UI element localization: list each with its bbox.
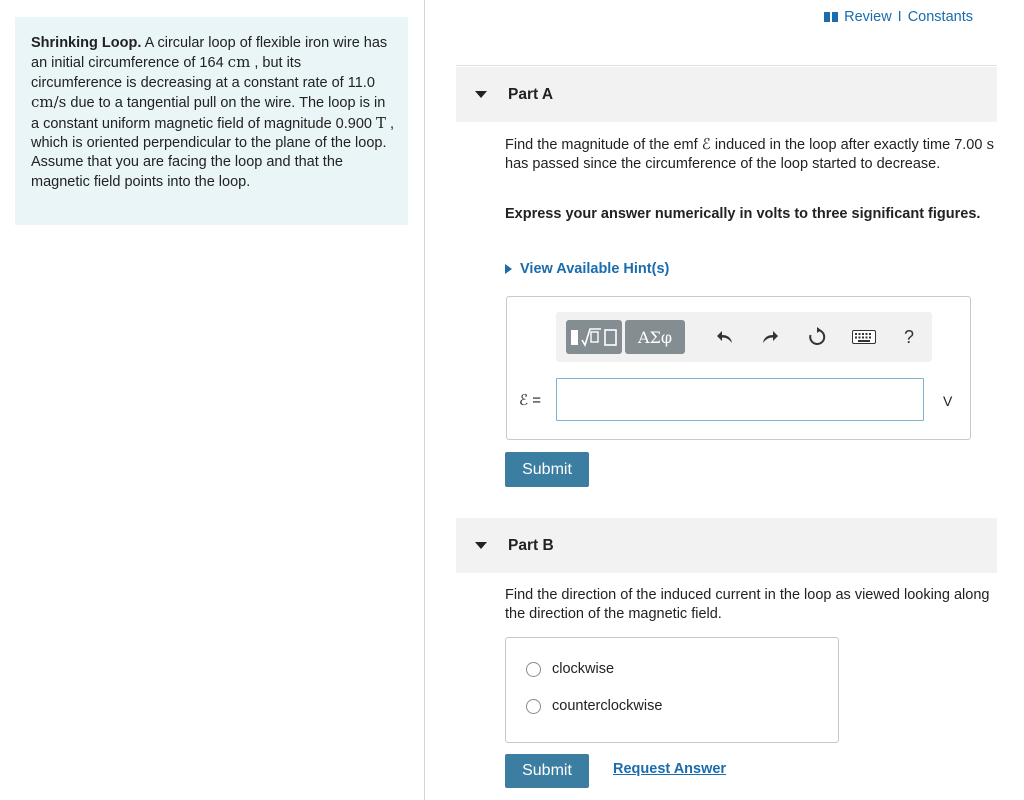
column-divider bbox=[424, 0, 425, 800]
option-label: counterclockwise bbox=[552, 698, 663, 714]
part-b-question: Find the direction of the induced current in the loop as viewed looking along the direction of the magnetic field. bbox=[505, 587, 990, 623]
expand-triangle-icon bbox=[505, 264, 512, 274]
problem-text-1: A circular loop of flexible iron wire has an initial circumference of 164 bbox=[31, 35, 388, 72]
part-a-question-1: Find the magnitude of the emf bbox=[505, 137, 698, 153]
request-answer-link[interactable]: Request Answer bbox=[613, 761, 727, 777]
view-hints-link[interactable] bbox=[505, 261, 669, 277]
math-toolbar bbox=[556, 312, 932, 362]
part-a-question-3: has passed since the circumference of the loop started to decrease. bbox=[505, 156, 941, 173]
choices-box bbox=[505, 637, 839, 743]
unit-tesla: T bbox=[376, 113, 387, 132]
link-separator: I bbox=[897, 9, 902, 25]
problem-text-3: due to a tangential pull on the wire. The loop is in a constant uniform magnetic field of magnitude 0.900 bbox=[31, 95, 386, 132]
collapse-triangle-icon[interactable] bbox=[475, 91, 487, 98]
top-divider bbox=[456, 65, 997, 66]
option-label: clockwise bbox=[552, 661, 615, 677]
part-a-question-2: induced in the loop after exactly time 7.00 bbox=[714, 137, 983, 153]
collapse-triangle-icon[interactable] bbox=[475, 542, 487, 549]
redo-icon[interactable] bbox=[757, 324, 783, 350]
constants-link[interactable]: Constants bbox=[907, 9, 973, 25]
templates-icon bbox=[568, 324, 620, 350]
emf-answer-input[interactable] bbox=[556, 378, 924, 421]
templates-button[interactable] bbox=[566, 320, 622, 354]
part-b-submit-button[interactable]: Submit bbox=[505, 754, 589, 788]
radio-button[interactable] bbox=[526, 662, 541, 677]
part-a-instruction: Express your answer numerically in volts to three significant figures. bbox=[505, 206, 981, 222]
part-a-question bbox=[505, 135, 1000, 175]
emf-label: ℰ = bbox=[519, 392, 542, 409]
option-clockwise[interactable] bbox=[526, 661, 614, 677]
problem-panel bbox=[15, 17, 408, 225]
keyboard-icon[interactable] bbox=[849, 324, 879, 350]
greek-symbols-button[interactable]: ΑΣφ bbox=[625, 320, 685, 354]
problem-text-2: , but its circumference is decreasing at a constant rate of 11.0 bbox=[31, 55, 375, 91]
unit-cm-per-s: cm/s bbox=[31, 93, 67, 112]
review-link[interactable]: Review bbox=[844, 9, 892, 25]
radio-button[interactable] bbox=[526, 699, 541, 714]
undo-icon[interactable] bbox=[712, 324, 738, 350]
review-constants-links bbox=[824, 9, 973, 25]
problem-title: Shrinking Loop. bbox=[31, 35, 142, 51]
unit-cm: cm bbox=[227, 53, 251, 72]
problem-statement bbox=[31, 34, 396, 192]
emf-symbol: ℰ bbox=[701, 135, 711, 153]
unit-label: V bbox=[943, 393, 953, 409]
problem-text-4: , which is oriented perpendicular to the plane of the loop. Assume that you are facing the loop and that the magnetic field points into the loop. bbox=[31, 115, 395, 190]
part-a-submit-button[interactable]: Submit bbox=[505, 452, 589, 487]
part-b-title: Part B bbox=[508, 537, 554, 554]
unit-seconds: s bbox=[986, 135, 995, 153]
option-counterclockwise[interactable] bbox=[526, 698, 662, 714]
help-icon[interactable]: ? bbox=[903, 326, 914, 347]
part-a-header[interactable] bbox=[456, 67, 997, 122]
reset-icon[interactable] bbox=[804, 324, 830, 350]
answer-box bbox=[506, 296, 971, 440]
book-icon bbox=[824, 12, 838, 22]
part-a-title: Part A bbox=[508, 86, 554, 103]
hint-label: View Available Hint(s) bbox=[520, 261, 670, 277]
part-b-header[interactable] bbox=[456, 518, 997, 573]
